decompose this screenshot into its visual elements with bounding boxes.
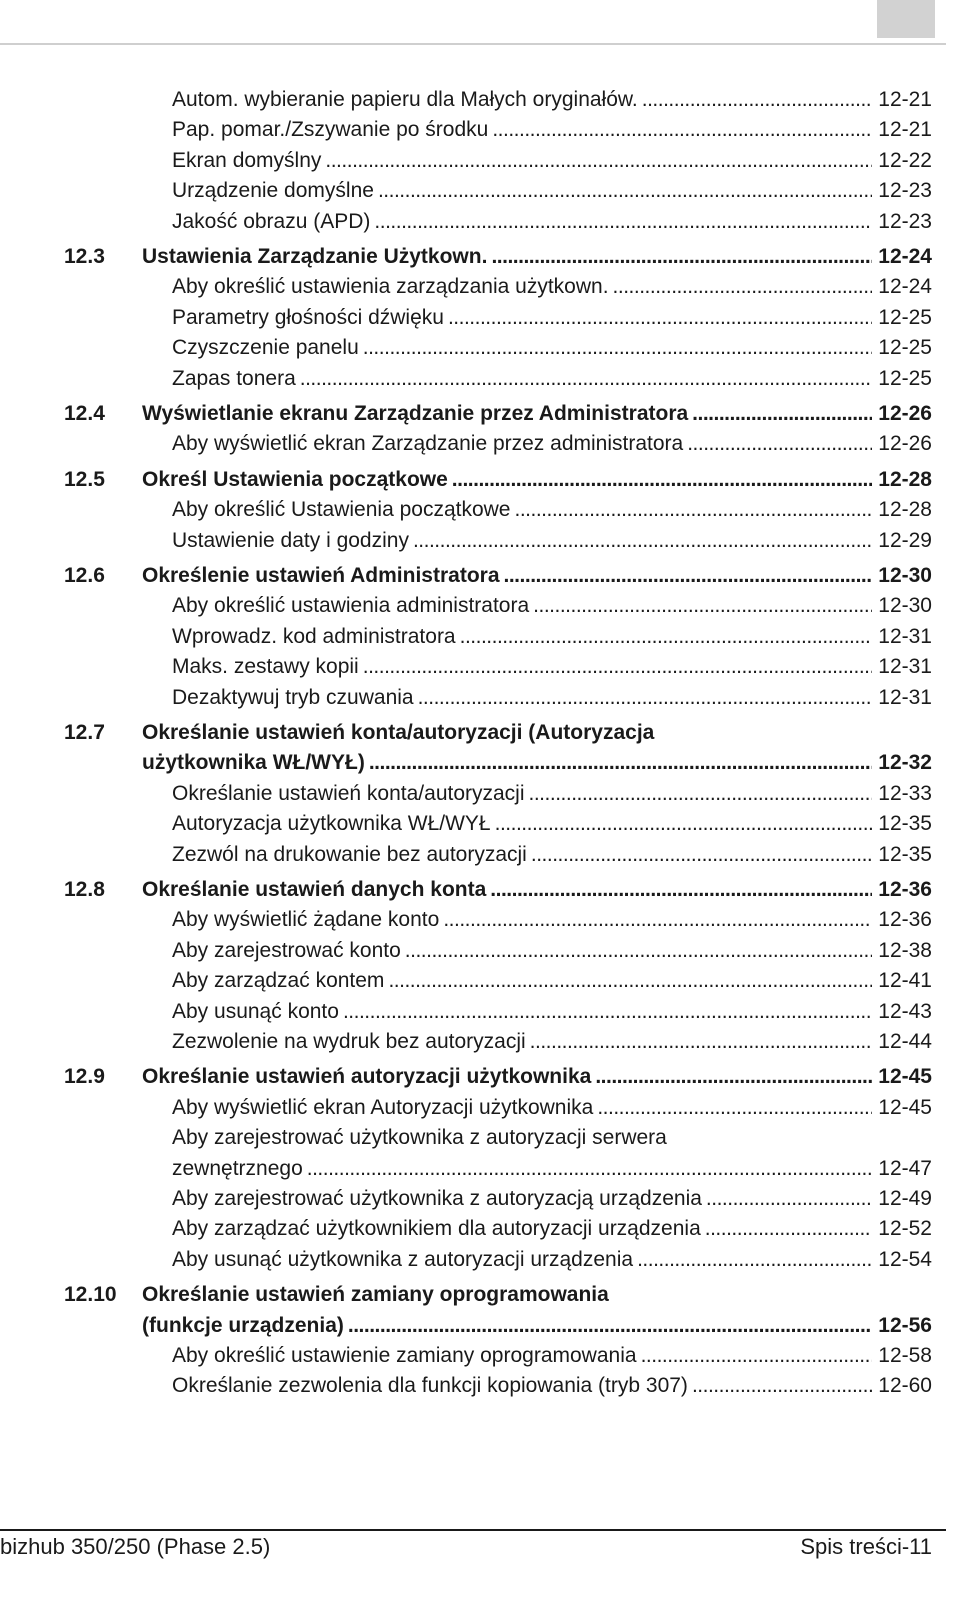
toc-entry[interactable] bbox=[0, 966, 960, 996]
toc-dot-leader bbox=[343, 997, 872, 1027]
toc-dot-leader bbox=[492, 115, 872, 145]
toc-page-number: 12-31 bbox=[878, 624, 932, 648]
toc-leader-line bbox=[172, 146, 932, 176]
toc-page-number: 12-23 bbox=[878, 179, 932, 203]
toc-leader-line bbox=[172, 1093, 932, 1123]
toc-dot-leader bbox=[692, 399, 872, 429]
toc-dot-leader bbox=[491, 242, 872, 272]
toc-page-number: 12-45 bbox=[878, 1065, 932, 1089]
toc-entry[interactable] bbox=[0, 779, 960, 809]
toc-title: Dezaktywuj tryb czuwania bbox=[172, 685, 414, 709]
toc-leader-line bbox=[172, 303, 932, 333]
toc-leader-line bbox=[142, 1062, 932, 1092]
toc-page-number: 12-25 bbox=[878, 366, 932, 390]
toc-entry[interactable] bbox=[0, 1371, 960, 1401]
toc-title: Wprowadz. kod administratora bbox=[172, 624, 456, 648]
toc-section-number: 12.8 bbox=[64, 878, 105, 901]
toc-page-number: 12-32 bbox=[878, 751, 932, 775]
toc-page-number: 12-35 bbox=[878, 812, 932, 836]
toc-title-line1: Określanie ustawień zamiany oprogramowania bbox=[142, 1283, 609, 1307]
footer-rule bbox=[0, 1529, 946, 1531]
toc-section[interactable] bbox=[0, 242, 960, 272]
toc-dot-leader bbox=[490, 875, 872, 905]
toc-title: Jakość obrazu (APD) bbox=[172, 209, 371, 233]
toc-leader-line bbox=[172, 652, 932, 682]
toc-leader-line bbox=[172, 364, 932, 394]
toc-title: Aby określić Ustawienia początkowe bbox=[172, 498, 511, 522]
toc-dot-leader bbox=[374, 207, 872, 237]
toc-title: Zapas tonera bbox=[172, 366, 296, 390]
toc-entry[interactable] bbox=[0, 146, 960, 176]
toc-title: Zezwól na drukowanie bez autoryzacji bbox=[172, 842, 527, 866]
toc-page-number: 12-52 bbox=[878, 1217, 932, 1241]
toc-title: zewnętrznego bbox=[172, 1156, 303, 1180]
toc-title: Aby określić ustawienia zarządzania użytkown. bbox=[172, 275, 609, 299]
toc-leader-line bbox=[172, 966, 932, 996]
toc-title: Autom. wybieranie papieru dla Małych oryginałów. bbox=[172, 88, 638, 111]
toc-leader-line bbox=[172, 905, 932, 935]
toc-page-number: 12-56 bbox=[878, 1313, 932, 1337]
toc-dot-leader bbox=[705, 1214, 873, 1244]
toc-entry[interactable] bbox=[0, 272, 960, 302]
toc-leader-line bbox=[172, 1245, 932, 1275]
toc-title: Ustawienia Zarządzanie Użytkown. bbox=[142, 245, 488, 268]
toc-page-number: 12-30 bbox=[878, 564, 932, 587]
toc-section-continued[interactable] bbox=[0, 748, 960, 778]
toc-title: Określenie ustawień Administratora bbox=[142, 564, 500, 587]
toc-page-number: 12-24 bbox=[878, 275, 932, 299]
toc-page-number: 12-60 bbox=[878, 1374, 932, 1398]
toc-page-number: 12-35 bbox=[878, 842, 932, 866]
toc-dot-leader bbox=[642, 85, 873, 115]
toc-dot-leader bbox=[369, 748, 872, 778]
toc-dot-leader bbox=[452, 465, 872, 495]
toc-leader-line bbox=[172, 115, 932, 145]
toc-leader-line bbox=[172, 1214, 932, 1244]
toc-entry[interactable] bbox=[0, 1027, 960, 1057]
toc-page-number: 12-30 bbox=[878, 594, 932, 618]
toc-leader-line bbox=[172, 1154, 932, 1184]
toc-page-number: 12-31 bbox=[878, 685, 932, 709]
toc-page-number: 12-21 bbox=[878, 88, 932, 111]
toc-title: Aby wyświetlić żądane konto bbox=[172, 908, 440, 932]
toc-page-number: 12-54 bbox=[878, 1247, 932, 1271]
toc-dot-leader bbox=[363, 652, 873, 682]
toc-dot-leader bbox=[348, 1311, 872, 1341]
toc-title: Określanie ustawień konta/autoryzacji bbox=[172, 781, 525, 805]
toc-leader-line bbox=[172, 272, 932, 302]
toc-dot-leader bbox=[530, 1027, 873, 1057]
toc-page-number: 12-41 bbox=[878, 969, 932, 993]
toc-leader-line bbox=[142, 399, 932, 429]
toc-title: Określanie zezwolenia dla funkcji kopiowania (tryb 307) bbox=[172, 1374, 688, 1398]
toc-entry[interactable] bbox=[0, 622, 960, 652]
toc-entry[interactable] bbox=[0, 683, 960, 713]
toc-dot-leader bbox=[418, 683, 873, 713]
toc-leader-line bbox=[172, 622, 932, 652]
toc-title: użytkownika WŁ/WYŁ) bbox=[142, 751, 365, 775]
toc-dot-leader bbox=[514, 495, 872, 525]
toc-section[interactable] bbox=[0, 399, 960, 429]
toc-section-number: 12.4 bbox=[64, 402, 105, 425]
toc-entry[interactable] bbox=[0, 364, 960, 394]
toc-dot-leader bbox=[443, 905, 872, 935]
toc-dot-leader bbox=[405, 936, 873, 966]
toc-leader-line bbox=[172, 1371, 932, 1401]
toc-section-number: 12.10 bbox=[64, 1283, 117, 1307]
toc-title: Aby zarejestrować użytkownika z autoryzacją urządzenia bbox=[172, 1187, 702, 1210]
toc-section[interactable] bbox=[0, 1062, 960, 1092]
toc-dot-leader bbox=[641, 1341, 873, 1371]
toc-leader-line bbox=[172, 809, 932, 839]
toc-title: Aby zarejestrować konto bbox=[172, 938, 401, 962]
toc-section-number: 12.3 bbox=[64, 245, 105, 268]
toc-entry[interactable] bbox=[0, 1184, 960, 1214]
toc-dot-leader bbox=[531, 840, 872, 870]
toc-leader-line bbox=[172, 1341, 932, 1371]
toc-entry[interactable] bbox=[0, 1214, 960, 1244]
toc-section-number: 12.5 bbox=[64, 467, 105, 491]
toc-leader-line bbox=[172, 840, 932, 870]
toc-title: Aby określić ustawienie zamiany oprogramowania bbox=[172, 1344, 637, 1367]
toc-title: Parametry głośności dźwięku bbox=[172, 305, 444, 329]
toc-dot-leader bbox=[706, 1184, 872, 1214]
toc-leader-line bbox=[172, 429, 932, 459]
toc-title: Aby wyświetlić ekran Zarządzanie przez administratora bbox=[172, 432, 684, 456]
toc-entry[interactable] bbox=[0, 115, 960, 145]
toc-page-number: 12-43 bbox=[878, 999, 932, 1023]
toc-section[interactable] bbox=[0, 718, 960, 748]
toc-leader-line bbox=[172, 997, 932, 1027]
toc-entry[interactable] bbox=[0, 526, 960, 556]
toc-entry[interactable] bbox=[0, 997, 960, 1027]
toc-entry-continued[interactable] bbox=[0, 1154, 960, 1184]
toc-leader-line bbox=[172, 495, 932, 525]
toc-page-number: 12-49 bbox=[878, 1187, 932, 1210]
toc-entry[interactable] bbox=[0, 809, 960, 839]
toc-leader-line bbox=[172, 207, 932, 237]
toc-leader-line bbox=[172, 779, 932, 809]
toc-page-number: 12-47 bbox=[878, 1156, 932, 1180]
toc-section[interactable] bbox=[0, 1280, 960, 1310]
toc-page-number: 12-36 bbox=[878, 908, 932, 932]
toc-entry[interactable] bbox=[0, 333, 960, 363]
toc-leader-line bbox=[142, 242, 932, 272]
toc-title: Aby wyświetlić ekran Autoryzacji użytkownika bbox=[172, 1095, 594, 1119]
toc-title: Zezwolenie na wydruk bez autoryzacji bbox=[172, 1030, 526, 1053]
toc-section-number: 12.9 bbox=[64, 1065, 105, 1089]
toc-entry[interactable] bbox=[0, 429, 960, 459]
toc-page-number: 12-36 bbox=[878, 878, 932, 901]
toc-entry[interactable] bbox=[0, 905, 960, 935]
toc-entry[interactable] bbox=[0, 85, 960, 115]
toc-dot-leader bbox=[597, 1093, 872, 1123]
footer-product-name: bizhub 350/250 (Phase 2.5) bbox=[0, 1534, 271, 1559]
toc-page-number: 12-22 bbox=[878, 148, 932, 172]
toc-section[interactable] bbox=[0, 465, 960, 495]
toc-leader-line bbox=[172, 1027, 932, 1057]
toc-page-number: 12-25 bbox=[878, 305, 932, 329]
toc-section-number: 12.6 bbox=[64, 564, 105, 587]
toc-leader-line bbox=[142, 465, 932, 495]
toc-title: Urządzenie domyślne bbox=[172, 179, 374, 203]
toc-dot-leader bbox=[692, 1371, 872, 1401]
toc-dot-leader bbox=[637, 1245, 872, 1275]
toc-title-line1: Aby zarejestrować użytkownika z autoryzacji serwera bbox=[172, 1126, 667, 1150]
toc-dot-leader bbox=[300, 364, 873, 394]
toc-section-continued[interactable] bbox=[0, 1311, 960, 1341]
toc-page-number: 12-31 bbox=[878, 655, 932, 679]
toc-page-number: 12-29 bbox=[878, 528, 932, 552]
toc-dot-leader bbox=[448, 303, 872, 333]
toc-entry[interactable] bbox=[0, 1341, 960, 1371]
header-rule bbox=[0, 43, 946, 45]
toc-title: Określanie ustawień danych konta bbox=[142, 878, 487, 901]
toc-title: Aby zarządzać użytkownikiem dla autoryzacji urządzenia bbox=[172, 1217, 701, 1241]
toc-entry[interactable] bbox=[0, 1245, 960, 1275]
toc-entry[interactable] bbox=[0, 591, 960, 621]
toc-entry[interactable] bbox=[0, 936, 960, 966]
toc-page-number: 12-26 bbox=[878, 402, 932, 425]
toc-title: Ekran domyślny bbox=[172, 148, 322, 172]
toc-title: Aby zarządzać kontem bbox=[172, 969, 385, 993]
toc-title-line1: Określanie ustawień konta/autoryzacji (Autoryzacja bbox=[142, 721, 655, 744]
toc-page-number: 12-26 bbox=[878, 432, 932, 456]
toc-dot-leader bbox=[595, 1062, 872, 1092]
toc-page-number: 12-44 bbox=[878, 1030, 932, 1053]
toc-leader-line bbox=[172, 1184, 932, 1214]
toc-dot-leader bbox=[363, 333, 873, 363]
toc-page-number: 12-24 bbox=[878, 245, 932, 268]
toc-leader-line bbox=[142, 1311, 932, 1341]
toc-entry[interactable] bbox=[0, 1123, 960, 1153]
toc-dot-leader bbox=[495, 809, 873, 839]
toc-entry[interactable] bbox=[0, 1093, 960, 1123]
toc-entry[interactable] bbox=[0, 303, 960, 333]
toc-title: Określ Ustawienia początkowe bbox=[142, 467, 448, 491]
toc-title: Autoryzacja użytkownika WŁ/WYŁ bbox=[172, 812, 491, 836]
toc-entry[interactable] bbox=[0, 176, 960, 206]
toc-section-number: 12.7 bbox=[64, 721, 105, 744]
toc-title: (funkcje urządzenia) bbox=[142, 1313, 344, 1337]
toc-page-number: 12-28 bbox=[878, 498, 932, 522]
toc-entry[interactable] bbox=[0, 840, 960, 870]
toc-leader-line bbox=[172, 591, 932, 621]
toc-dot-leader bbox=[460, 622, 873, 652]
toc-leader-line bbox=[172, 936, 932, 966]
toc-dot-leader bbox=[413, 526, 872, 556]
toc-page-number: 12-23 bbox=[878, 209, 932, 233]
toc-title: Określanie ustawień autoryzacji użytkownika bbox=[142, 1065, 592, 1089]
toc-leader-line bbox=[172, 176, 932, 206]
toc-leader-line bbox=[172, 683, 932, 713]
toc-dot-leader bbox=[325, 146, 872, 176]
toc-page-number: 12-45 bbox=[878, 1095, 932, 1119]
toc-section[interactable] bbox=[0, 875, 960, 905]
toc-leader-line bbox=[142, 561, 932, 591]
toc-page-number: 12-21 bbox=[878, 118, 932, 142]
toc-page-number: 12-28 bbox=[878, 467, 932, 491]
toc-title: Ustawienie daty i godziny bbox=[172, 528, 409, 552]
toc-section[interactable] bbox=[0, 561, 960, 591]
toc-dot-leader bbox=[613, 272, 873, 302]
toc-entry[interactable] bbox=[0, 207, 960, 237]
footer-page-number: Spis treści-11 bbox=[800, 1534, 932, 1559]
toc-dot-leader bbox=[529, 779, 873, 809]
toc-title: Aby określić ustawienia administratora bbox=[172, 594, 530, 618]
toc-page-number: 12-33 bbox=[878, 781, 932, 805]
toc-dot-leader bbox=[307, 1154, 873, 1184]
toc-leader-line bbox=[172, 333, 932, 363]
toc-title: Czyszczenie panelu bbox=[172, 336, 359, 360]
toc-title: Wyświetlanie ekranu Zarządzanie przez Administratora bbox=[142, 402, 689, 425]
toc-entry[interactable] bbox=[0, 495, 960, 525]
toc-title: Pap. pomar./Zszywanie po środku bbox=[172, 118, 489, 142]
toc-title: Aby usunąć konto bbox=[172, 999, 339, 1023]
toc-page-number: 12-38 bbox=[878, 938, 932, 962]
toc-entry[interactable] bbox=[0, 652, 960, 682]
toc-leader-line bbox=[172, 526, 932, 556]
toc-title: Aby usunąć użytkownika z autoryzacji urządzenia bbox=[172, 1247, 634, 1271]
toc-dot-leader bbox=[504, 561, 873, 591]
toc-leader-line bbox=[142, 875, 932, 905]
thumb-tab bbox=[877, 0, 935, 38]
toc-dot-leader bbox=[533, 591, 872, 621]
toc-dot-leader bbox=[378, 176, 872, 206]
toc-dot-leader bbox=[687, 429, 872, 459]
toc-leader-line bbox=[142, 748, 932, 778]
toc-page-number: 12-25 bbox=[878, 336, 932, 360]
toc-leader-line bbox=[172, 85, 932, 115]
toc-page-number: 12-58 bbox=[878, 1344, 932, 1367]
toc-dot-leader bbox=[388, 966, 872, 996]
toc-title: Maks. zestawy kopii bbox=[172, 655, 359, 679]
